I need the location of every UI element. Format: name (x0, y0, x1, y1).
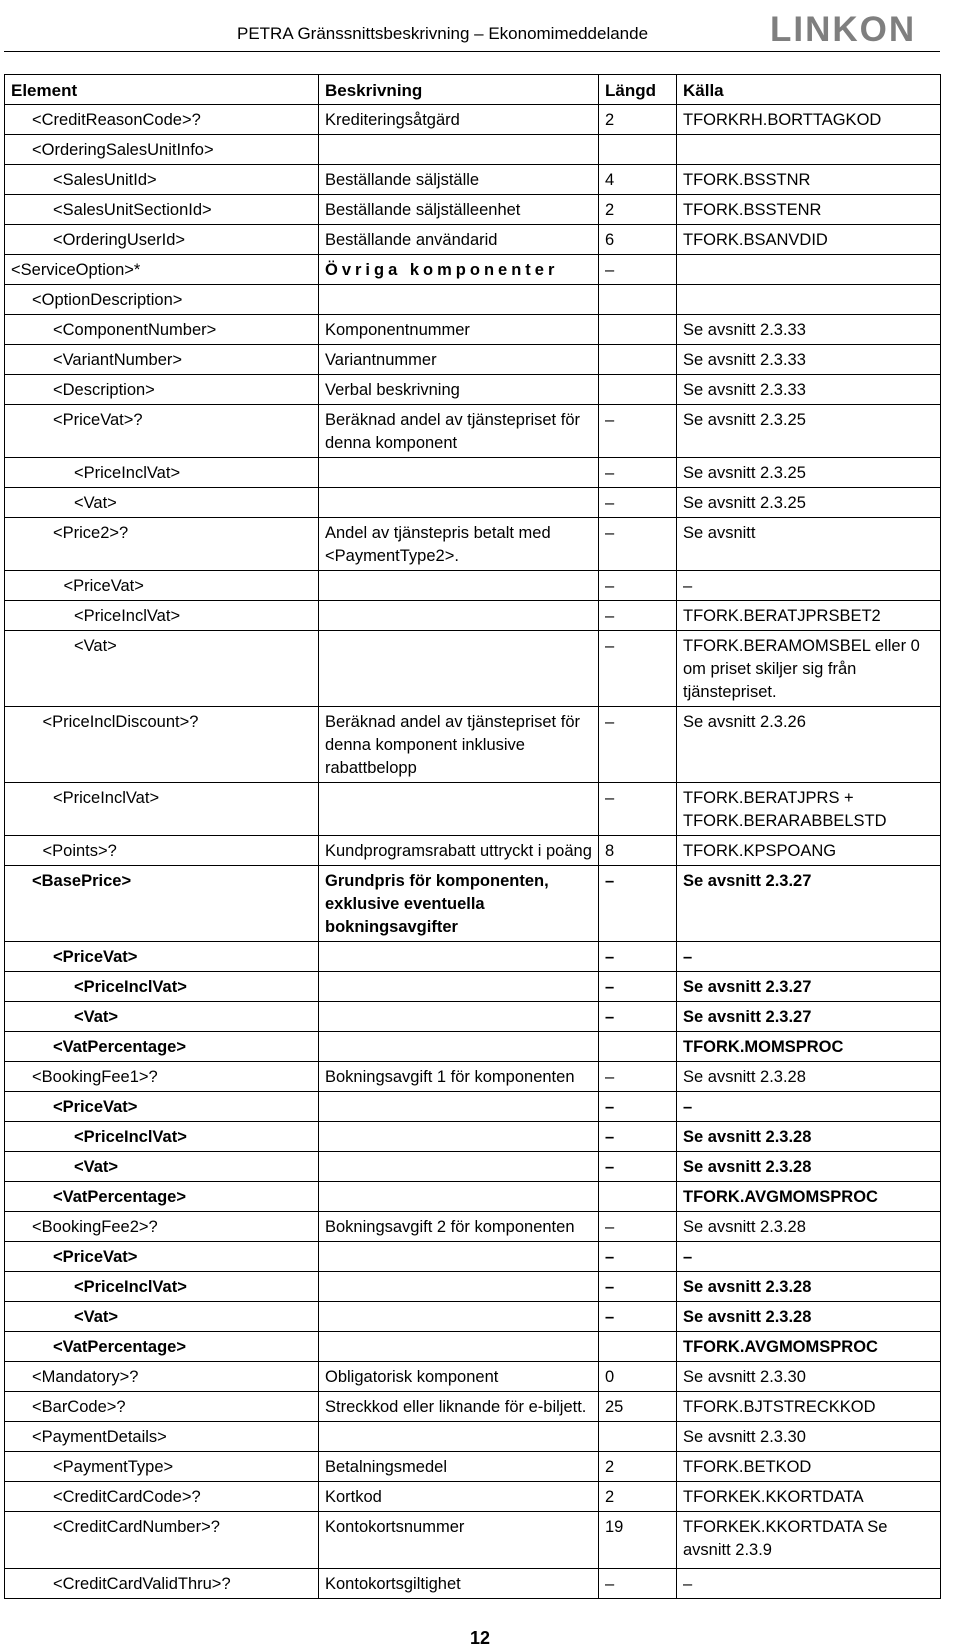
length-cell: – (599, 1272, 677, 1302)
table-body (5, 105, 941, 1599)
description-cell (319, 631, 599, 707)
length-cell (599, 375, 677, 405)
length-cell: 25 (599, 1392, 677, 1422)
description-cell (319, 1092, 599, 1122)
length-cell: – (599, 1122, 677, 1152)
element-cell: <PriceVat> (5, 1092, 319, 1122)
source-cell: Se avsnitt 2.3.33 (677, 315, 941, 345)
source-cell: TFORK.BSANVDID (677, 225, 941, 255)
length-cell (599, 285, 677, 315)
description-cell (319, 601, 599, 631)
description-cell: Streckkod eller liknande för e-biljett. (319, 1392, 599, 1422)
source-cell: Se avsnitt 2.3.28 (677, 1272, 941, 1302)
description-cell (319, 571, 599, 601)
source-cell: TFORK.MOMSPROC (677, 1032, 941, 1062)
element-cell: <PriceInclVat> (5, 972, 319, 1002)
source-cell: Se avsnitt 2.3.27 (677, 866, 941, 942)
source-cell: Se avsnitt 2.3.25 (677, 488, 941, 518)
table-row (5, 458, 941, 488)
element-cell: <PaymentType> (5, 1452, 319, 1482)
description-cell (319, 458, 599, 488)
table-row (5, 1452, 941, 1482)
linkon-logo: LINKON (770, 10, 917, 49)
table-row (5, 942, 941, 972)
table-row (5, 1242, 941, 1272)
element-cell: <BookingFee2>? (5, 1212, 319, 1242)
table-row (5, 1272, 941, 1302)
length-cell: – (599, 601, 677, 631)
element-cell: <Vat> (5, 1002, 319, 1032)
source-cell: TFORK.BSSTNR (677, 165, 941, 195)
element-cell: <PriceInclVat> (5, 1122, 319, 1152)
source-cell: TFORK.BERAMOMSBEL eller 0 om priset skiljer sig från tjänstepriset. (677, 631, 941, 707)
description-cell (319, 942, 599, 972)
description-cell: Beräknad andel av tjänstepriset för denna komponent inklusive rabattbelopp (319, 707, 599, 783)
table-row (5, 571, 941, 601)
table-row (5, 836, 941, 866)
element-cell: <VatPercentage> (5, 1332, 319, 1362)
source-cell: TFORK.AVGMOMSPROC (677, 1182, 941, 1212)
table-row (5, 195, 941, 225)
element-cell: <Vat> (5, 488, 319, 518)
source-cell: – (677, 942, 941, 972)
description-cell: Variantnummer (319, 345, 599, 375)
element-cell: <Mandatory>? (5, 1362, 319, 1392)
table-row (5, 255, 941, 285)
length-cell: 2 (599, 105, 677, 135)
description-cell (319, 1032, 599, 1062)
description-cell (319, 135, 599, 165)
source-cell: – (677, 571, 941, 601)
length-cell: – (599, 1152, 677, 1182)
element-cell: <SalesUnitSectionId> (5, 195, 319, 225)
description-cell: Krediteringsåtgärd (319, 105, 599, 135)
description-cell: Beställande säljställe (319, 165, 599, 195)
table-row (5, 631, 941, 707)
table-row (5, 375, 941, 405)
element-cell: <CreditCardCode>? (5, 1482, 319, 1512)
source-cell: Se avsnitt 2.3.28 (677, 1152, 941, 1182)
length-cell: – (599, 1092, 677, 1122)
length-cell: 2 (599, 195, 677, 225)
length-cell: 19 (599, 1512, 677, 1569)
description-cell (319, 1302, 599, 1332)
length-cell: 2 (599, 1482, 677, 1512)
length-cell: 2 (599, 1452, 677, 1482)
element-cell: <PriceInclVat> (5, 458, 319, 488)
length-cell: – (599, 458, 677, 488)
description-cell (319, 1332, 599, 1362)
source-cell: TFORK.BERATJPRS + TFORK.BERARABBELSTD (677, 783, 941, 836)
length-cell: 6 (599, 225, 677, 255)
table-row (5, 345, 941, 375)
element-cell: <Price2>? (5, 518, 319, 571)
element-cell: <Description> (5, 375, 319, 405)
element-cell: <BarCode>? (5, 1392, 319, 1422)
length-cell: – (599, 405, 677, 458)
source-cell: TFORK.KPSPOANG (677, 836, 941, 866)
element-cell: <PriceVat> (5, 1242, 319, 1272)
table-row (5, 1152, 941, 1182)
element-cell: <VariantNumber> (5, 345, 319, 375)
source-cell: TFORKRH.BORTTAGKOD (677, 105, 941, 135)
length-cell: 4 (599, 165, 677, 195)
source-cell: Se avsnitt 2.3.30 (677, 1362, 941, 1392)
length-cell: 8 (599, 836, 677, 866)
table-row (5, 285, 941, 315)
table-row (5, 165, 941, 195)
source-cell: Se avsnitt 2.3.25 (677, 405, 941, 458)
table-row (5, 1212, 941, 1242)
page-number: 12 (469, 1628, 491, 1648)
length-cell: – (599, 783, 677, 836)
description-cell: Kontokortsgiltighet (319, 1569, 599, 1599)
source-cell: TFORKEK.KKORTDATA (677, 1482, 941, 1512)
length-cell: – (599, 488, 677, 518)
element-cell: <Vat> (5, 1302, 319, 1332)
element-cell: <PriceInclVat> (5, 1272, 319, 1302)
source-cell: Se avsnitt 2.3.28 (677, 1302, 941, 1332)
element-cell: <Points>? (5, 836, 319, 866)
table-row (5, 1512, 941, 1569)
header-divider (4, 51, 940, 52)
element-cell: <OptionDescription> (5, 285, 319, 315)
description-cell: Kundprogramsrabatt uttryckt i poäng (319, 836, 599, 866)
description-cell: Andel av tjänstepris betalt med <PaymentType2>. (319, 518, 599, 571)
element-cell: <SalesUnitId> (5, 165, 319, 195)
table-row (5, 135, 941, 165)
table-row (5, 1062, 941, 1092)
table-row (5, 1032, 941, 1062)
length-cell: – (599, 1062, 677, 1092)
description-cell (319, 972, 599, 1002)
element-cell: <Vat> (5, 631, 319, 707)
element-cell: <VatPercentage> (5, 1182, 319, 1212)
table-row (5, 315, 941, 345)
element-cell: <PriceInclDiscount>? (5, 707, 319, 783)
source-cell: Se avsnitt 2.3.30 (677, 1422, 941, 1452)
element-cell: <PriceInclVat> (5, 601, 319, 631)
description-cell: Verbal beskrivning (319, 375, 599, 405)
source-cell: Se avsnitt 2.3.28 (677, 1122, 941, 1152)
description-cell (319, 285, 599, 315)
length-cell (599, 1422, 677, 1452)
description-cell: Kortkod (319, 1482, 599, 1512)
length-cell: – (599, 571, 677, 601)
length-cell: – (599, 1302, 677, 1332)
element-cell: <Vat> (5, 1152, 319, 1182)
column-header-length: Längd (599, 75, 677, 105)
table-header-row (5, 75, 941, 105)
element-table (4, 74, 941, 1599)
description-cell: Beräknad andel av tjänstepriset för denna komponent (319, 405, 599, 458)
length-cell: – (599, 1212, 677, 1242)
length-cell (599, 1032, 677, 1062)
source-cell (677, 255, 941, 285)
table-row (5, 405, 941, 458)
source-cell: Se avsnitt 2.3.33 (677, 345, 941, 375)
column-header-element: Element (5, 75, 319, 105)
source-cell: TFORK.BETKOD (677, 1452, 941, 1482)
description-cell (319, 1422, 599, 1452)
table-row (5, 601, 941, 631)
source-cell: Se avsnitt (677, 518, 941, 571)
table-row (5, 1122, 941, 1152)
length-cell: – (599, 866, 677, 942)
table-row (5, 1302, 941, 1332)
description-cell (319, 1152, 599, 1182)
table-row (5, 1569, 941, 1599)
table-row (5, 488, 941, 518)
table-row (5, 1392, 941, 1422)
description-cell: Bokningsavgift 1 för komponenten (319, 1062, 599, 1092)
source-cell: TFORK.AVGMOMSPROC (677, 1332, 941, 1362)
element-cell: <ServiceOption>* (5, 255, 319, 285)
length-cell (599, 1332, 677, 1362)
source-cell: Se avsnitt 2.3.28 (677, 1062, 941, 1092)
description-cell: Kontokortsnummer (319, 1512, 599, 1569)
source-cell (677, 285, 941, 315)
source-cell: Se avsnitt 2.3.25 (677, 458, 941, 488)
description-cell: Beställande säljställeenhet (319, 195, 599, 225)
description-cell (319, 1182, 599, 1212)
table-row (5, 707, 941, 783)
element-cell: <PaymentDetails> (5, 1422, 319, 1452)
column-header-description: Beskrivning (319, 75, 599, 105)
length-cell: – (599, 255, 677, 285)
description-cell (319, 783, 599, 836)
element-cell: <CreditCardValidThru>? (5, 1569, 319, 1599)
length-cell: – (599, 1569, 677, 1599)
description-cell (319, 1242, 599, 1272)
description-cell (319, 1002, 599, 1032)
page-header (0, 0, 960, 50)
description-cell: Grundpris för komponenten, exklusive eventuella bokningsavgifter (319, 866, 599, 942)
table-row (5, 1482, 941, 1512)
length-cell (599, 135, 677, 165)
table-row (5, 1092, 941, 1122)
source-cell: – (677, 1242, 941, 1272)
length-cell (599, 315, 677, 345)
element-cell: <CreditCardNumber>? (5, 1512, 319, 1569)
element-cell: <PriceVat>? (5, 405, 319, 458)
table-row (5, 972, 941, 1002)
description-cell: Obligatorisk komponent (319, 1362, 599, 1392)
source-cell: Se avsnitt 2.3.27 (677, 1002, 941, 1032)
length-cell: – (599, 631, 677, 707)
element-cell: <VatPercentage> (5, 1032, 319, 1062)
element-cell: <ComponentNumber> (5, 315, 319, 345)
length-cell: – (599, 707, 677, 783)
source-cell: – (677, 1092, 941, 1122)
element-cell: <PriceInclVat> (5, 783, 319, 836)
source-cell: TFORKEK.KKORTDATA Se avsnitt 2.3.9 (677, 1512, 941, 1569)
table-row (5, 1362, 941, 1392)
description-cell: Övriga komponenter (319, 255, 599, 285)
element-cell: <OrderingUserId> (5, 225, 319, 255)
source-cell: TFORK.BERATJPRSBET2 (677, 601, 941, 631)
description-cell (319, 1122, 599, 1152)
source-cell: – (677, 1569, 941, 1599)
description-cell (319, 488, 599, 518)
source-cell: Se avsnitt 2.3.27 (677, 972, 941, 1002)
source-cell: Se avsnitt 2.3.28 (677, 1212, 941, 1242)
table-row (5, 1422, 941, 1452)
element-cell: <PriceVat> (5, 571, 319, 601)
element-cell: <BasePrice> (5, 866, 319, 942)
table-row (5, 105, 941, 135)
table-row (5, 518, 941, 571)
element-cell: <CreditReasonCode>? (5, 105, 319, 135)
source-cell: TFORK.BJTSTRECKKOD (677, 1392, 941, 1422)
table-row (5, 1332, 941, 1362)
source-cell: Se avsnitt 2.3.33 (677, 375, 941, 405)
element-cell: <OrderingSalesUnitInfo> (5, 135, 319, 165)
length-cell: – (599, 518, 677, 571)
description-cell (319, 1272, 599, 1302)
source-cell: TFORK.BSSTENR (677, 195, 941, 225)
description-cell: Betalningsmedel (319, 1452, 599, 1482)
length-cell: – (599, 942, 677, 972)
length-cell: – (599, 1002, 677, 1032)
element-cell: <BookingFee1>? (5, 1062, 319, 1092)
description-cell: Bokningsavgift 2 för komponenten (319, 1212, 599, 1242)
length-cell: 0 (599, 1362, 677, 1392)
document-title: PETRA Gränssnittsbeskrivning – Ekonomimeddelande (237, 24, 649, 43)
table-row (5, 783, 941, 836)
table-row (5, 866, 941, 942)
length-cell (599, 1182, 677, 1212)
table-row (5, 1002, 941, 1032)
description-cell: Komponentnummer (319, 315, 599, 345)
table-row (5, 225, 941, 255)
length-cell: – (599, 972, 677, 1002)
table-row (5, 1182, 941, 1212)
description-cell: Beställande användarid (319, 225, 599, 255)
source-cell: Se avsnitt 2.3.26 (677, 707, 941, 783)
length-cell: – (599, 1242, 677, 1272)
column-header-source: Källa (677, 75, 941, 105)
source-cell (677, 135, 941, 165)
length-cell (599, 345, 677, 375)
element-cell: <PriceVat> (5, 942, 319, 972)
